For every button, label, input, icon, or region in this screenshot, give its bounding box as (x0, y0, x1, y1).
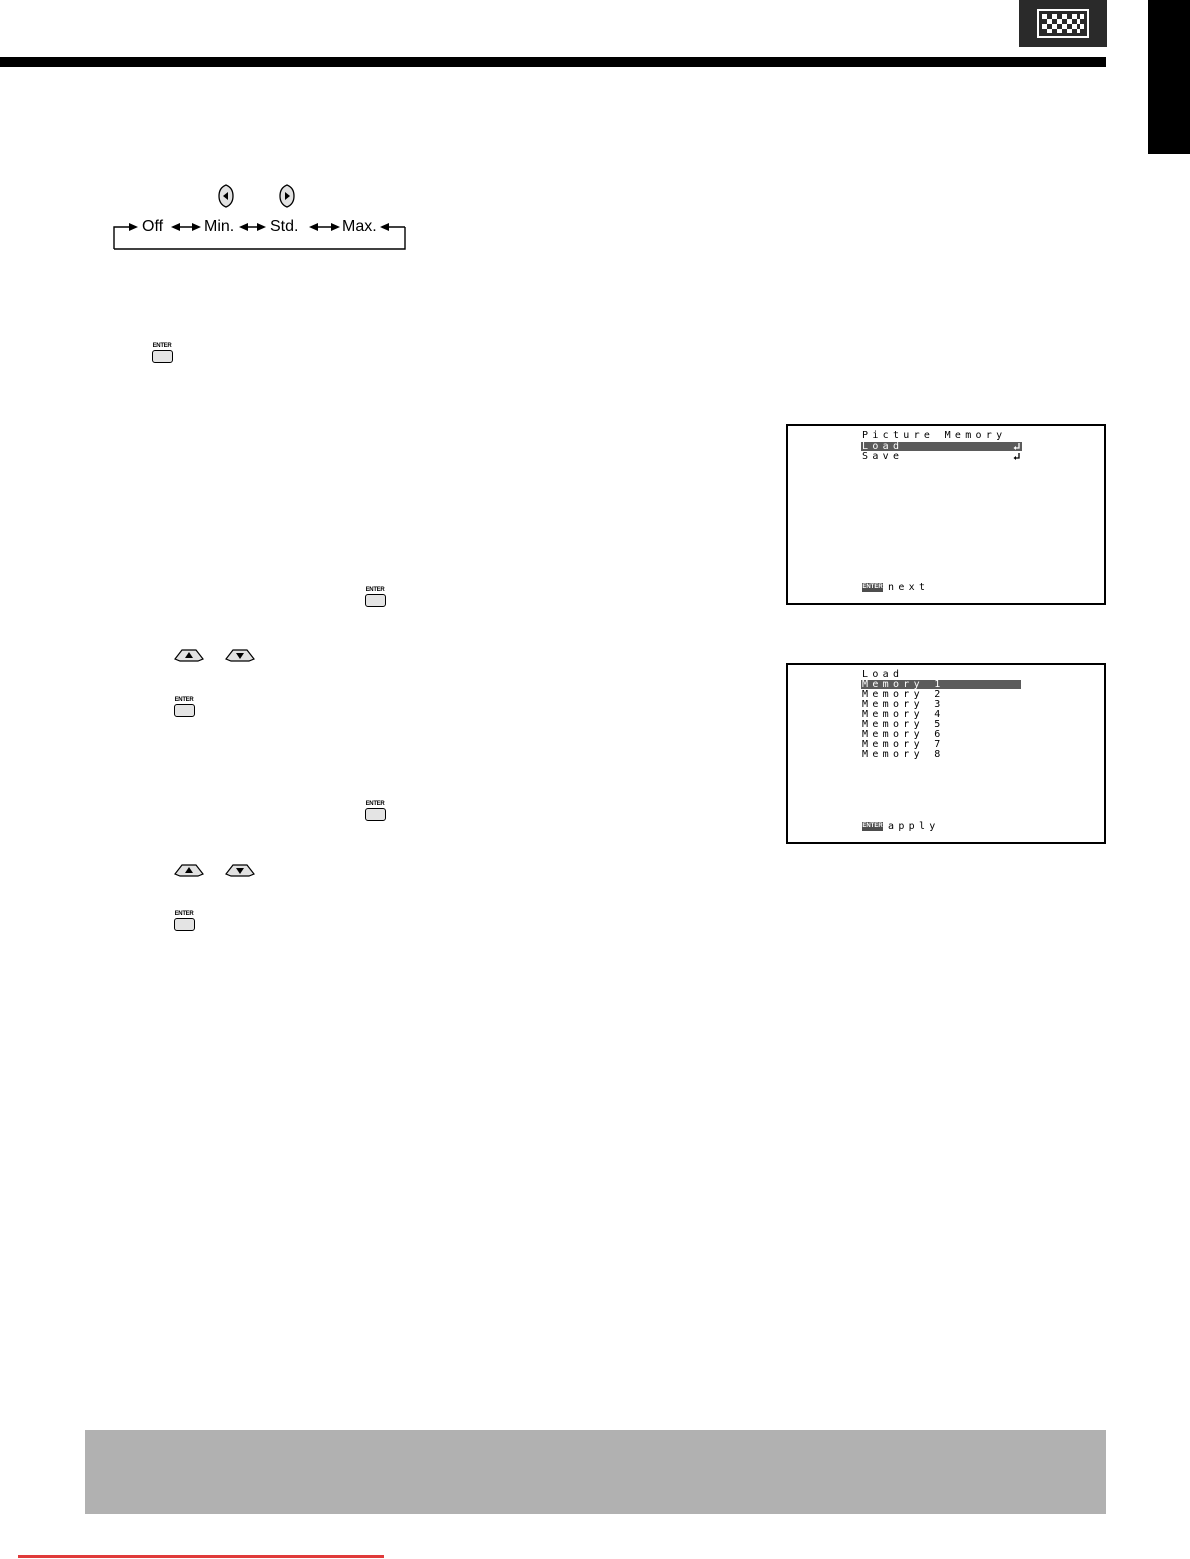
header-rule (0, 57, 1106, 67)
osd-item-memory-2[interactable]: Memory 2 (862, 689, 945, 700)
enter-key-icon (362, 801, 388, 823)
osd-enter-key-tag: ENTER (862, 584, 883, 590)
right-key-icon (279, 184, 295, 208)
osd-load-screen (786, 663, 1106, 844)
up-key-icon (174, 863, 204, 877)
osd-item-memory-1[interactable]: Memory 1 (862, 679, 945, 690)
osd-item-memory-4[interactable]: Memory 4 (862, 709, 945, 720)
osd-picture-memory-screen (786, 424, 1106, 605)
down-key-icon (225, 863, 255, 877)
osd-title: Picture Memory (862, 430, 1007, 441)
osd-item-memory-5[interactable]: Memory 5 (862, 719, 945, 730)
left-key-icon (218, 184, 234, 208)
osd-title: Load (862, 669, 904, 680)
footer-rule (18, 1555, 384, 1558)
osd-item-memory-7[interactable]: Memory 7 (862, 739, 945, 750)
osd-item-memory-6[interactable]: Memory 6 (862, 729, 945, 740)
setting-cycle-diagram (113, 214, 407, 252)
osd-item-memory-3[interactable]: Memory 3 (862, 699, 945, 710)
up-key-icon (174, 648, 204, 662)
osd-item-load[interactable]: Load (862, 441, 904, 452)
cycle-option-std: Std. (270, 218, 299, 235)
enter-key-icon (149, 343, 175, 365)
note-box (85, 1430, 1106, 1514)
osd-item-memory-8[interactable]: Memory 8 (862, 749, 945, 760)
enter-key-icon (171, 697, 197, 719)
language-tab (1148, 0, 1190, 154)
enter-key-label: ENTER (365, 801, 385, 807)
return-arrow-icon (1013, 442, 1021, 452)
osd-footer-action: next (888, 582, 930, 593)
cycle-option-min: Min. (204, 218, 235, 235)
enter-key-label: ENTER (365, 587, 385, 593)
osd-item-save[interactable]: Save (862, 451, 904, 462)
cycle-option-max: Max. (342, 218, 377, 235)
picture-settings-icon (1037, 9, 1089, 38)
enter-key-label: ENTER (174, 911, 194, 917)
osd-enter-key-tag: ENTER (862, 823, 883, 829)
down-key-icon (225, 648, 255, 662)
enter-key-icon (171, 911, 197, 933)
enter-key-label: ENTER (152, 343, 172, 349)
osd-footer-action: apply (888, 821, 940, 832)
header-icon-box (1019, 0, 1107, 47)
return-arrow-icon (1013, 452, 1021, 462)
enter-key-icon (362, 587, 388, 609)
cycle-option-off: Off (142, 218, 164, 235)
enter-key-label: ENTER (174, 697, 194, 703)
